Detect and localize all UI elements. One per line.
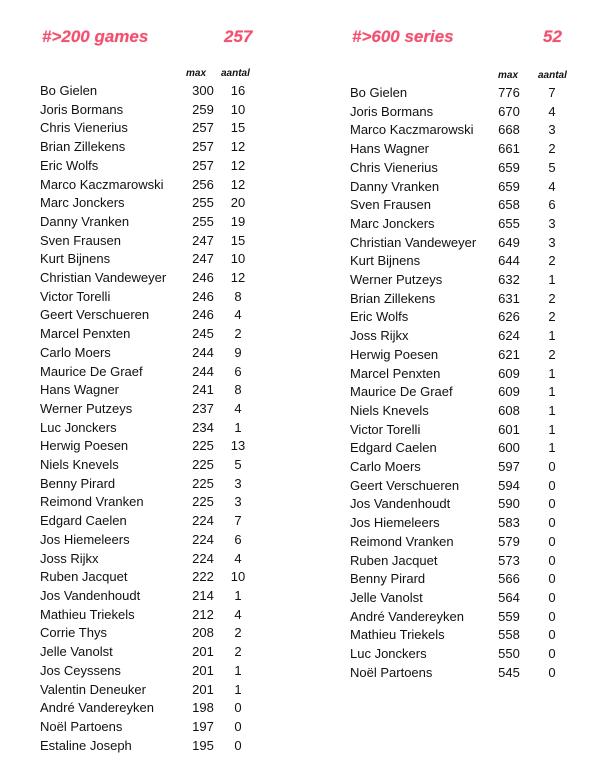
- series-count: 0: [548, 608, 556, 624]
- games-row: [40, 531, 252, 550]
- series-max-score: 566: [498, 571, 520, 587]
- games-max-score: 224: [192, 550, 214, 566]
- games-player-name: Valentin Deneuker: [40, 681, 146, 697]
- games-player-name: Hans Wagner: [40, 382, 119, 398]
- games-player-name: Jos Vandenhoudt: [40, 587, 141, 603]
- games-count: 10: [230, 251, 246, 267]
- games-player-name: Corrie Thys: [40, 625, 107, 641]
- games-row: [40, 288, 252, 307]
- games-max-score: 195: [192, 737, 214, 753]
- games-max-score: 224: [192, 513, 214, 529]
- games-header-max: max: [186, 68, 207, 79]
- games-header-count: aantal: [221, 68, 250, 79]
- series-row: [350, 608, 576, 627]
- games-row: [40, 400, 252, 419]
- games-count: 12: [230, 139, 246, 155]
- series-count: 3: [548, 122, 556, 138]
- series-max-score: 632: [498, 272, 520, 288]
- games-player-name: Mathieu Triekels: [40, 606, 135, 622]
- games-row: [40, 699, 252, 718]
- series-row: [350, 290, 576, 309]
- series-max-score: 649: [498, 234, 520, 250]
- series-count: 4: [548, 178, 556, 194]
- games-max-score: 234: [192, 419, 214, 435]
- series-count: 0: [548, 589, 556, 605]
- series-player-name: Marcel Penxten: [350, 365, 441, 381]
- games-count: 6: [234, 363, 242, 379]
- games-row: [40, 157, 252, 176]
- series-max-score: 670: [498, 103, 520, 119]
- games-player-name: Danny Vranken: [40, 213, 130, 229]
- series-player-name: Jos Hiemeleers: [350, 515, 440, 531]
- games-max-score: 222: [192, 569, 214, 585]
- series-count: 1: [548, 328, 556, 344]
- series-max-score: 559: [498, 608, 520, 624]
- games-max-score: 245: [192, 326, 214, 342]
- games-player-name: Victor Torelli: [40, 288, 111, 304]
- games-count: 8: [234, 382, 242, 398]
- games-player-name: Luc Jonckers: [40, 419, 117, 435]
- games-row: [40, 475, 252, 494]
- series-player-name: Niels Knevels: [350, 402, 429, 418]
- games-row: [40, 437, 252, 456]
- series-max-score: 655: [498, 215, 520, 231]
- series-player-name: Herwig Poesen: [350, 346, 439, 362]
- series-row: [350, 121, 576, 140]
- games-max-score: 225: [192, 457, 214, 473]
- series-count: 1: [548, 272, 556, 288]
- games-count: 4: [234, 606, 242, 622]
- games-count: 1: [234, 419, 242, 435]
- games-count: 12: [230, 176, 246, 192]
- games-row: [40, 250, 252, 269]
- games-table-body: [40, 82, 252, 755]
- games-max-score: 225: [192, 438, 214, 454]
- games-player-name: Brian Zillekens: [40, 139, 126, 155]
- series-count: 0: [548, 646, 556, 662]
- series-count: 6: [548, 197, 556, 213]
- games-player-name: Marc Jonckers: [40, 195, 125, 211]
- games-max-score: 225: [192, 475, 214, 491]
- games-row: [40, 606, 252, 625]
- series-count: 2: [548, 253, 556, 269]
- games-max-score: 237: [192, 400, 214, 416]
- games-table-wrapper: [40, 82, 252, 755]
- games-max-score: 247: [192, 251, 214, 267]
- games-row: [40, 232, 252, 251]
- series-count: 5: [548, 159, 556, 175]
- series-max-score: 621: [498, 346, 520, 362]
- games-count: 19: [230, 213, 246, 229]
- series-max-score: 644: [498, 253, 520, 269]
- games-row: [40, 662, 252, 681]
- series-count: 0: [548, 496, 556, 512]
- series-count: 0: [548, 552, 556, 568]
- games-count: 7: [234, 513, 242, 529]
- games-count: 10: [230, 569, 246, 585]
- series-count: 0: [548, 515, 556, 531]
- series-table-body: [350, 84, 576, 683]
- games-table: [40, 82, 252, 755]
- games-max-score: 212: [192, 606, 214, 622]
- series-max-score: 597: [498, 459, 520, 475]
- games-row: [40, 363, 252, 382]
- games-max-score: 257: [192, 120, 214, 136]
- games-max-score: 197: [192, 718, 214, 734]
- series-max-score: 626: [498, 309, 520, 325]
- games-count: 2: [234, 326, 242, 342]
- games-player-name: Joris Bormans: [40, 101, 124, 117]
- series-player-name: Ruben Jacquet: [350, 552, 438, 568]
- games-row: [40, 718, 252, 737]
- games-count: 1: [234, 681, 242, 697]
- series-row: [350, 439, 576, 458]
- games-player-name: Jos Hiemeleers: [40, 531, 130, 547]
- series-max-score: 624: [498, 328, 520, 344]
- series-count: 1: [548, 402, 556, 418]
- series-count: 2: [548, 141, 556, 157]
- games-row: [40, 138, 252, 157]
- games-row: [40, 493, 252, 512]
- series-total-count: 52: [543, 27, 562, 46]
- series-max-score: 609: [498, 365, 520, 381]
- series-header-max: max: [498, 70, 519, 81]
- games-count: 15: [230, 232, 246, 248]
- series-max-score: 583: [498, 515, 520, 531]
- series-row: [350, 570, 576, 589]
- games-title-label: #>200 games: [42, 27, 149, 46]
- series-row: [350, 383, 576, 402]
- series-row: [350, 402, 576, 421]
- games-player-name: Jos Ceyssens: [40, 662, 121, 678]
- series-count: 0: [548, 477, 556, 493]
- series-max-score: 579: [498, 533, 520, 549]
- games-max-score: 257: [192, 157, 214, 173]
- games-count: 0: [234, 737, 242, 753]
- series-player-name: Christian Vandeweyer: [350, 234, 477, 250]
- series-player-name: Kurt Bijnens: [350, 253, 421, 269]
- series-player-name: André Vandereyken: [350, 608, 464, 624]
- games-player-name: Joss Rijkx: [40, 550, 99, 566]
- games-count: 12: [230, 270, 246, 286]
- games-row: [40, 381, 252, 400]
- games-player-name: Benny Pirard: [40, 475, 116, 491]
- series-max-score: 608: [498, 402, 520, 418]
- games-player-name: Geert Verschueren: [40, 307, 150, 323]
- games-row: [40, 550, 252, 569]
- games-max-score: 225: [192, 494, 214, 510]
- games-count: 0: [234, 718, 242, 734]
- games-row: [40, 325, 252, 344]
- games-player-name: Carlo Moers: [40, 344, 111, 360]
- games-max-score: 247: [192, 232, 214, 248]
- games-player-name: Maurice De Graef: [40, 363, 143, 379]
- series-player-name: Jelle Vanolst: [350, 589, 423, 605]
- series-player-name: Marco Kaczmarowski: [350, 122, 474, 138]
- games-count: 0: [234, 700, 242, 716]
- series-row: [350, 589, 576, 608]
- games-row: [40, 101, 252, 120]
- games-max-score: 224: [192, 531, 214, 547]
- games-max-score: 259: [192, 101, 214, 117]
- series-player-name: Reimond Vranken: [350, 533, 454, 549]
- games-total-count: 257: [224, 27, 253, 46]
- series-player-name: Edgard Caelen: [350, 440, 437, 456]
- series-count: 1: [548, 384, 556, 400]
- games-row: [40, 419, 252, 438]
- games-count: 4: [234, 550, 242, 566]
- series-title-label: #>600 series: [352, 27, 454, 46]
- series-count: 2: [548, 346, 556, 362]
- series-count: 4: [548, 103, 556, 119]
- series-player-name: Mathieu Triekels: [350, 627, 445, 643]
- games-player-name: Kurt Bijnens: [40, 251, 111, 267]
- series-max-score: 594: [498, 477, 520, 493]
- series-row: [350, 103, 576, 122]
- games-count: 1: [234, 587, 242, 603]
- games-max-score: 244: [192, 363, 214, 379]
- games-max-score: 201: [192, 644, 214, 660]
- games-row: [40, 213, 252, 232]
- series-player-name: Noël Partoens: [350, 664, 433, 680]
- series-max-score: 600: [498, 440, 520, 456]
- series-player-name: Benny Pirard: [350, 571, 426, 587]
- games-row: [40, 681, 252, 700]
- games-max-score: 246: [192, 307, 214, 323]
- games-count: 2: [234, 644, 242, 660]
- series-max-score: 668: [498, 122, 520, 138]
- series-table: [350, 84, 576, 683]
- series-row: [350, 178, 576, 197]
- series-row: [350, 215, 576, 234]
- series-max-score: 609: [498, 384, 520, 400]
- games-max-score: 214: [192, 587, 214, 603]
- series-max-score: 659: [498, 178, 520, 194]
- games-player-name: Reimond Vranken: [40, 494, 144, 510]
- games-player-name: Sven Frausen: [40, 232, 121, 248]
- series-row: [350, 365, 576, 384]
- series-total: [543, 27, 562, 47]
- series-max-score: 776: [498, 85, 520, 100]
- games-player-name: Ruben Jacquet: [40, 569, 128, 585]
- series-player-name: Joss Rijkx: [350, 328, 409, 344]
- series-row: [350, 626, 576, 645]
- series-count: 0: [548, 664, 556, 680]
- series-row: [350, 84, 576, 103]
- series-player-name: Eric Wolfs: [350, 309, 409, 325]
- games-max-score: 208: [192, 625, 214, 641]
- games-row: [40, 176, 252, 195]
- games-max-score: 198: [192, 700, 214, 716]
- games-player-name: Noël Partoens: [40, 718, 123, 734]
- series-row: [350, 421, 576, 440]
- games-max-score: 255: [192, 213, 214, 229]
- games-count: 1: [234, 662, 242, 678]
- series-player-name: Jos Vandenhoudt: [350, 496, 451, 512]
- series-row: [350, 495, 576, 514]
- series-row: [350, 645, 576, 664]
- games-player-name: Jelle Vanolst: [40, 644, 113, 660]
- series-max-score: 573: [498, 552, 520, 568]
- series-row: [350, 140, 576, 159]
- games-player-name: Werner Putzeys: [40, 400, 133, 416]
- series-row: [350, 533, 576, 552]
- games-row: [40, 194, 252, 213]
- games-row: [40, 82, 252, 101]
- games-player-name: Niels Knevels: [40, 457, 119, 473]
- games-max-score: 241: [192, 382, 214, 398]
- games-player-name: Edgard Caelen: [40, 513, 127, 529]
- games-max-score: 246: [192, 270, 214, 286]
- series-header-count: aantal: [538, 70, 567, 81]
- games-player-name: Eric Wolfs: [40, 157, 99, 173]
- games-max-score: 201: [192, 662, 214, 678]
- games-count: 4: [234, 307, 242, 323]
- games-row: [40, 512, 252, 531]
- games-row: [40, 456, 252, 475]
- series-row: [350, 159, 576, 178]
- series-count: 1: [548, 421, 556, 437]
- series-max-score: 558: [498, 627, 520, 643]
- series-count: 0: [548, 533, 556, 549]
- series-player-name: Carlo Moers: [350, 459, 421, 475]
- games-row: [40, 643, 252, 662]
- series-player-name: Bo Gielen: [350, 85, 408, 100]
- series-row: [350, 271, 576, 290]
- series-title: [352, 27, 454, 47]
- series-row: [350, 458, 576, 477]
- series-max-score: 564: [498, 589, 520, 605]
- series-count: 3: [548, 234, 556, 250]
- series-row: [350, 196, 576, 215]
- series-player-name: Danny Vranken: [350, 178, 440, 194]
- games-max-score: 300: [192, 83, 214, 98]
- series-player-name: Victor Torelli: [350, 421, 421, 437]
- series-count: 0: [548, 571, 556, 587]
- games-count: 3: [234, 494, 242, 510]
- games-row: [40, 269, 252, 288]
- series-max-score: 661: [498, 141, 520, 157]
- games-count: 4: [234, 400, 242, 416]
- games-player-name: André Vandereyken: [40, 700, 154, 716]
- series-row: [350, 327, 576, 346]
- series-row: [350, 477, 576, 496]
- games-row: [40, 587, 252, 606]
- games-count: 3: [234, 475, 242, 491]
- games-max-score: 244: [192, 344, 214, 360]
- games-max-score: 257: [192, 139, 214, 155]
- series-player-name: Marc Jonckers: [350, 215, 435, 231]
- games-max-score: 246: [192, 288, 214, 304]
- games-player-name: Herwig Poesen: [40, 438, 129, 454]
- series-count: 7: [548, 85, 556, 100]
- games-count: 10: [230, 101, 246, 117]
- games-max-score: 255: [192, 195, 214, 211]
- series-player-name: Werner Putzeys: [350, 272, 443, 288]
- games-player-name: Marco Kaczmarowski: [40, 176, 164, 192]
- games-total: [224, 27, 252, 47]
- series-row: [350, 308, 576, 327]
- series-max-score: 659: [498, 159, 520, 175]
- series-count: 0: [548, 459, 556, 475]
- series-row: [350, 346, 576, 365]
- games-count: 15: [230, 120, 246, 136]
- games-row: [40, 344, 252, 363]
- games-row: [40, 306, 252, 325]
- series-count: 2: [548, 290, 556, 306]
- games-player-name: Christian Vandeweyer: [40, 270, 167, 286]
- series-row: [350, 234, 576, 253]
- games-player-name: Marcel Penxten: [40, 326, 131, 342]
- games-count: 6: [234, 531, 242, 547]
- games-count: 5: [234, 457, 242, 473]
- games-count: 20: [230, 195, 246, 211]
- series-player-name: Hans Wagner: [350, 141, 429, 157]
- games-row: [40, 568, 252, 587]
- series-row: [350, 552, 576, 571]
- games-title: [42, 27, 148, 47]
- games-player-name: Chris Vienerius: [40, 120, 128, 136]
- games-row: [40, 119, 252, 138]
- series-player-name: Chris Vienerius: [350, 159, 438, 175]
- series-player-name: Geert Verschueren: [350, 477, 460, 493]
- games-row: [40, 737, 252, 756]
- games-max-score: 201: [192, 681, 214, 697]
- games-player-name: Bo Gielen: [40, 83, 98, 98]
- series-count: 3: [548, 215, 556, 231]
- series-max-score: 550: [498, 646, 520, 662]
- games-row: [40, 624, 252, 643]
- series-player-name: Luc Jonckers: [350, 646, 427, 662]
- games-count: 2: [234, 625, 242, 641]
- series-max-score: 601: [498, 421, 520, 437]
- series-count: 2: [548, 309, 556, 325]
- games-count: 13: [230, 438, 246, 454]
- series-row: [350, 664, 576, 683]
- series-player-name: Joris Bormans: [350, 103, 434, 119]
- series-count: 0: [548, 627, 556, 643]
- series-row: [350, 514, 576, 533]
- series-max-score: 545: [498, 664, 520, 680]
- games-count: 12: [230, 157, 246, 173]
- series-max-score: 658: [498, 197, 520, 213]
- games-max-score: 256: [192, 176, 214, 192]
- series-table-wrapper: [350, 84, 576, 683]
- games-count: 8: [234, 288, 242, 304]
- games-count: 9: [234, 344, 242, 360]
- games-count: 16: [230, 83, 246, 98]
- series-row: [350, 252, 576, 271]
- series-player-name: Maurice De Graef: [350, 384, 453, 400]
- series-player-name: Sven Frausen: [350, 197, 431, 213]
- series-player-name: Brian Zillekens: [350, 290, 436, 306]
- series-count: 1: [548, 440, 556, 456]
- series-max-score: 631: [498, 290, 520, 306]
- games-player-name: Estaline Joseph: [40, 737, 132, 753]
- series-count: 1: [548, 365, 556, 381]
- series-max-score: 590: [498, 496, 520, 512]
